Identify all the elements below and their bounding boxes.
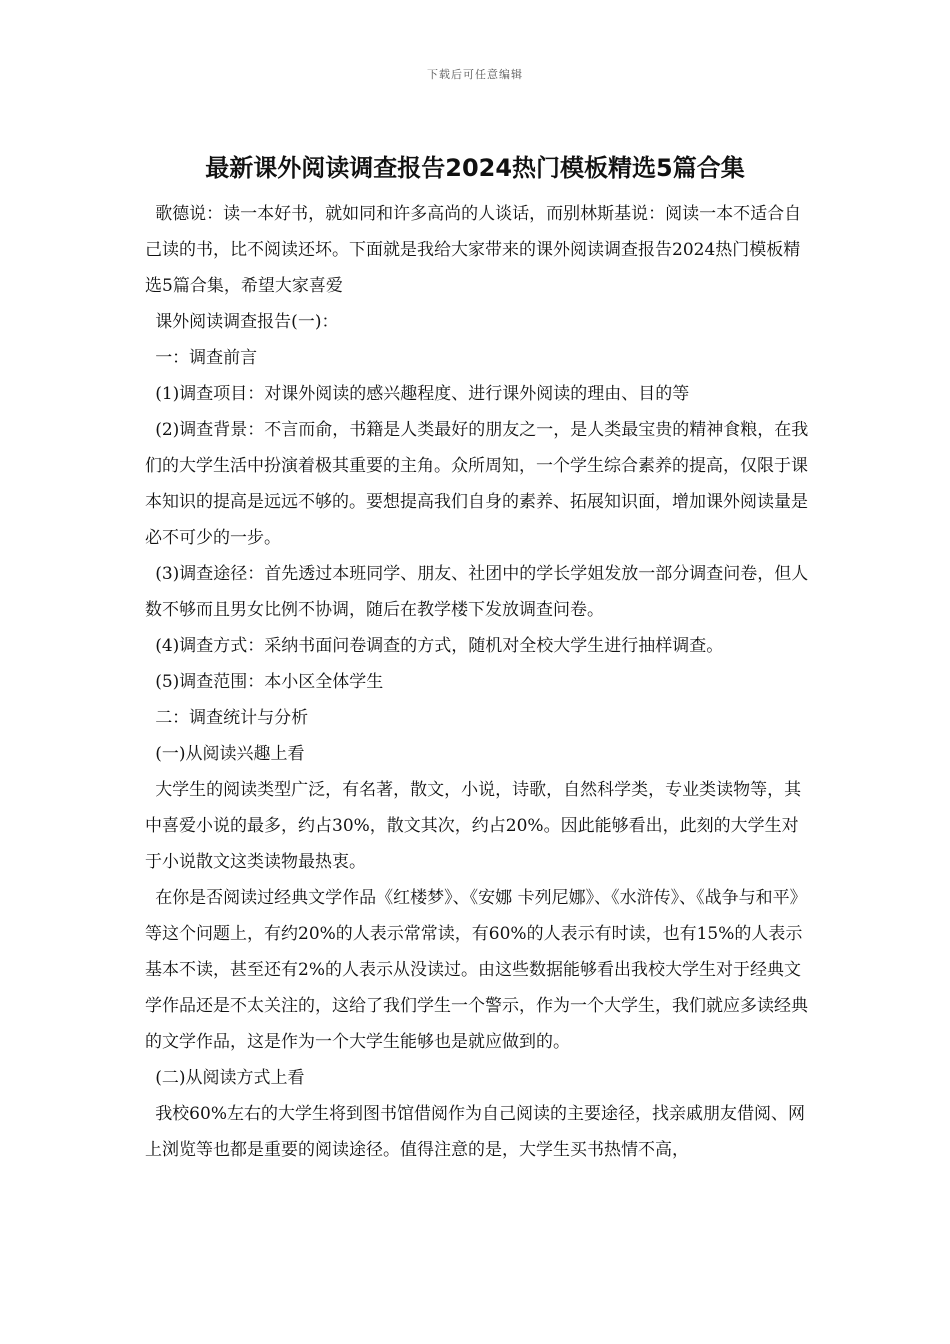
classics-paragraph: 在你是否阅读过经典文学作品《红楼梦》、《安娜 卡列尼娜》、《水浒传》、《战争与和平》等这个问题上，有约20%的人表示常常读，有60%的人表示有时读，也有15%的人表示基本不读，甚至还有2%的人表示从没读过。由这些数据能够看出我校大学生对于经典文学作品还是不太关注的，这给了我们学生一个警示，作为一个大学生，我们就应多读经典的文学作品，这是作为一个大学生能够也是就应做到的。 bbox=[145, 888, 808, 1052]
reading-method-paragraph: 我校60%左右的大学生将到图书馆借阅作为自己阅读的主要途径，找亲戚朋友借阅、网上浏览等也都是重要的阅读途径。值得注意的是，大学生买书热情不高， bbox=[145, 1104, 805, 1160]
survey-scope-paragraph: (5)调查范围：本小区全体学生 bbox=[155, 672, 384, 692]
survey-method-paragraph: (4)调查方式：采纳书面问卷调查的方式，随机对全校大学生进行抽样调查。 bbox=[155, 636, 724, 656]
document-title: 最新课外阅读调查报告2024热门模板精选5篇合集 bbox=[205, 154, 745, 182]
survey-channel-paragraph: (3)调查途径：首先透过本班同学、朋友、社团中的学长学姐发放一部分调查问卷，但人数不够而且男女比例不协调，随后在教学楼下发放调查问卷。 bbox=[145, 564, 809, 620]
survey-item-paragraph: (1)调查项目：对课外阅读的感兴趣程度、进行课外阅读的理由、目的等 bbox=[155, 384, 690, 404]
subheading-method: (二)从阅读方式上看 bbox=[155, 1068, 305, 1088]
intro-paragraph: 歌德说：读一本好书，就如同和许多高尚的人谈话，而别林斯基说：阅读一本不适合自己读的书，比不阅读还坏。下面就是我给大家带来的课外阅读调查报告2024热门模板精选5篇合集，希望大家喜爱 bbox=[145, 204, 802, 296]
section-heading-preface: 一：调查前言 bbox=[155, 348, 258, 368]
document-body bbox=[145, 196, 813, 1168]
survey-background-paragraph: (2)调查背景：不言而俞，书籍是人类最好的朋友之一，是人类最宝贵的精神食粮，在我们的大学生活中扮演着极其重要的主角。众所周知，一个学生综合素养的提高，仅限于课本知识的提高是远远不够的。要想提高我们自身的素养、拓展知识面，增加课外阅读量是必不可少的一步。 bbox=[145, 420, 809, 548]
header-note: 下载后可任意编辑 bbox=[427, 68, 523, 81]
interest-paragraph: 大学生的阅读类型广泛，有名著，散文，小说，诗歌，自然科学类，专业类读物等，其中喜爱小说的最多，约占30%，散文其次，约占20%。因此能够看出，此刻的大学生对于小说散文这类读物最热衷。 bbox=[145, 780, 802, 872]
report-heading: 课外阅读调查报告(一)： bbox=[155, 312, 339, 332]
section-heading-analysis: 二：调查统计与分析 bbox=[155, 708, 309, 728]
subheading-interest: (一)从阅读兴趣上看 bbox=[155, 744, 305, 764]
